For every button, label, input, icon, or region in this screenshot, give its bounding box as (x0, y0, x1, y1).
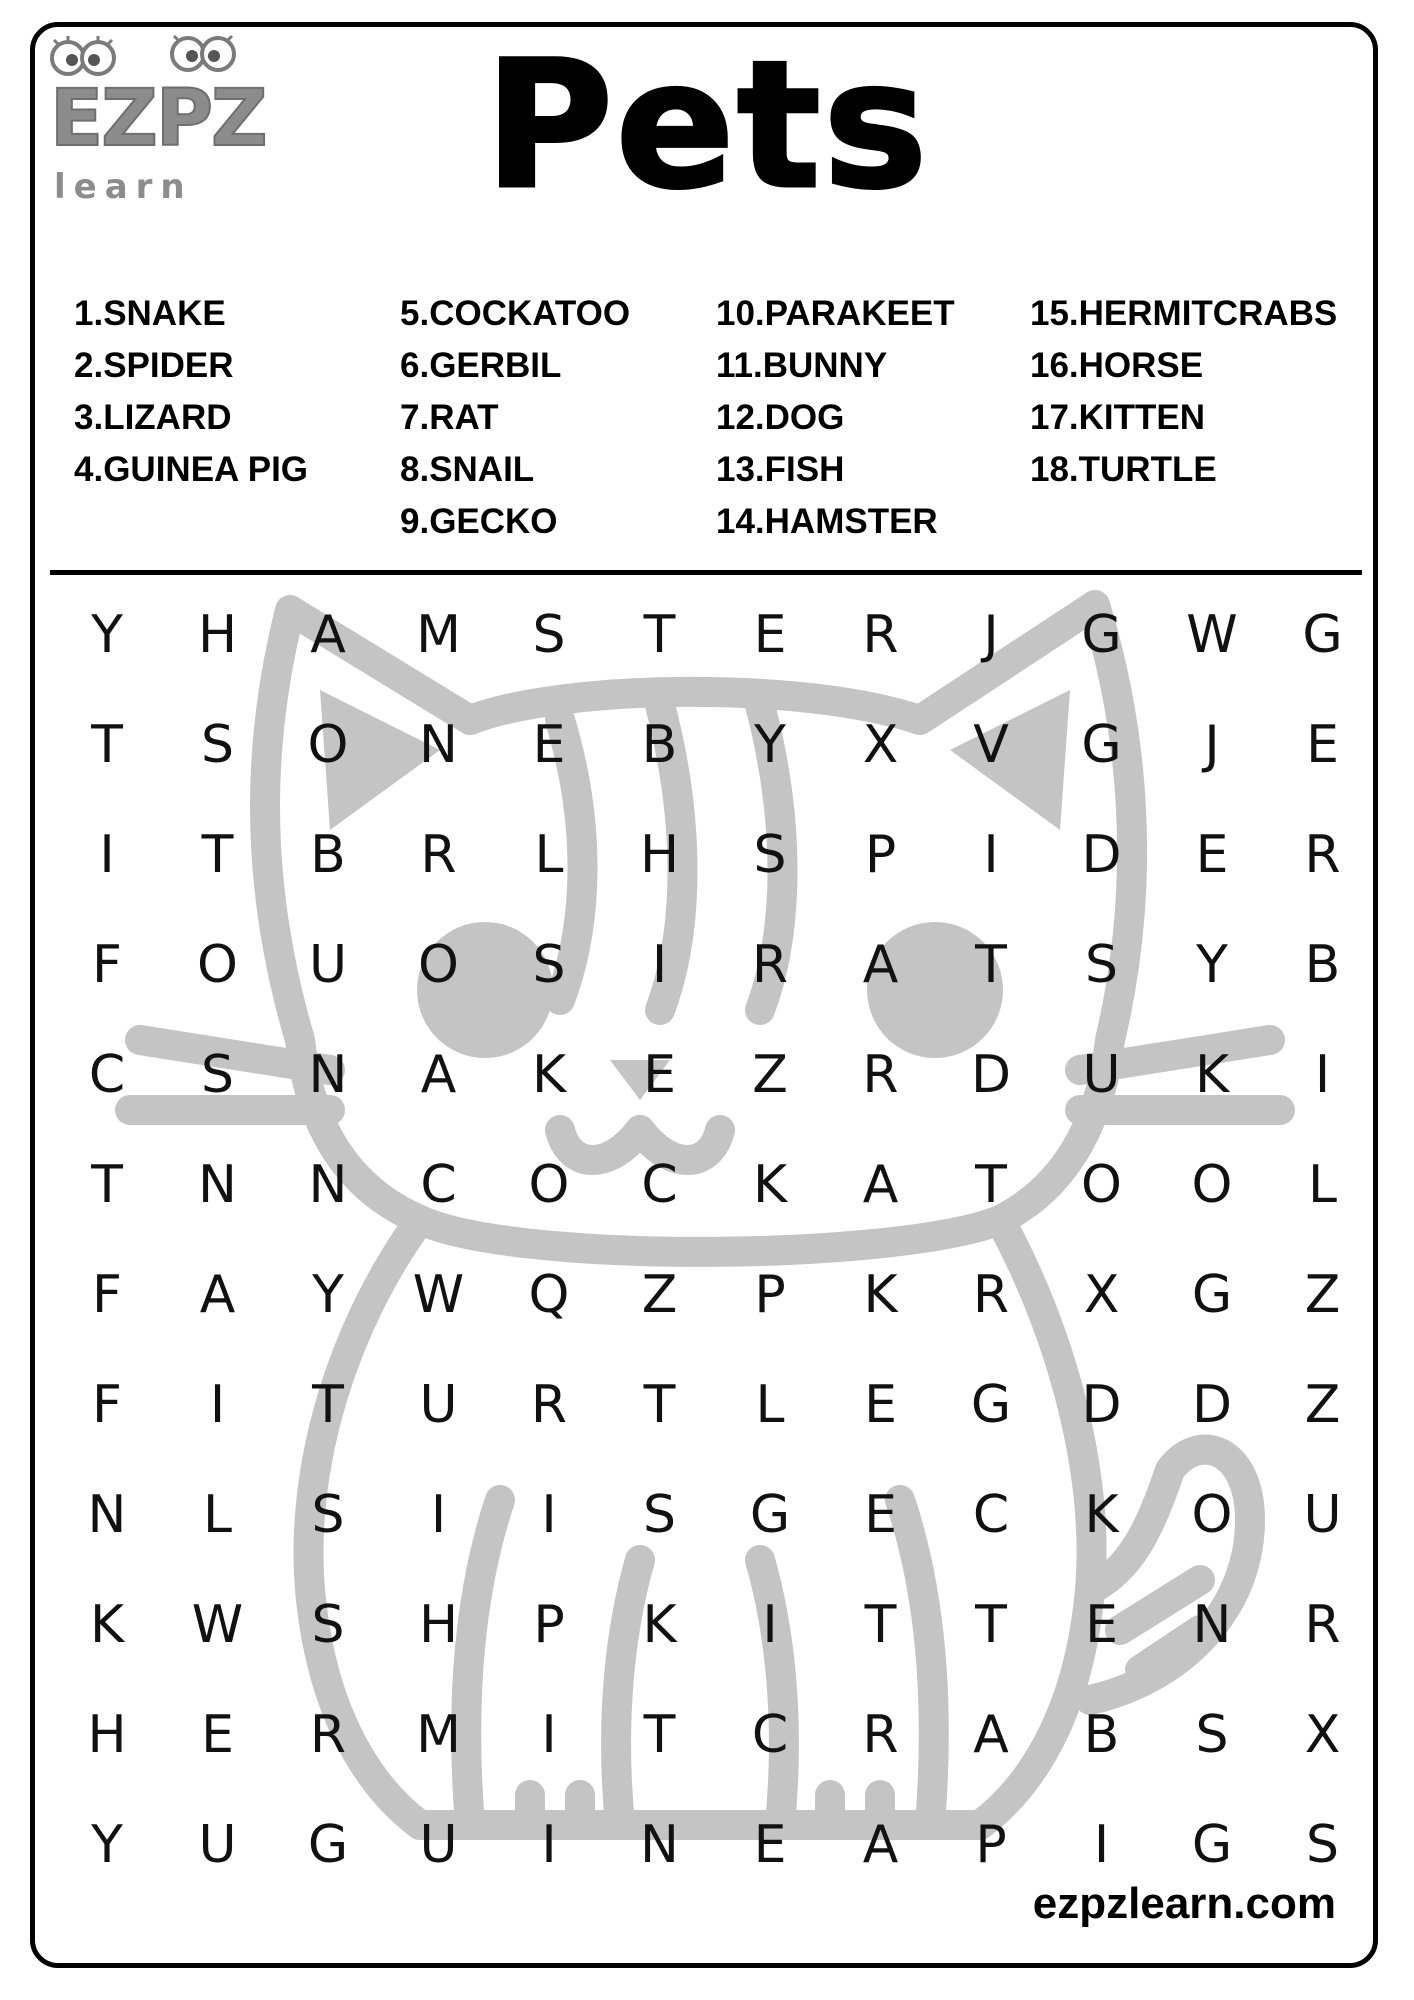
grid-cell: P (864, 825, 897, 885)
word-item: 12.DOG (716, 398, 845, 437)
grid-cell: H (418, 1595, 459, 1655)
grid-cell: I (541, 1485, 557, 1545)
grid-cell: F (92, 935, 122, 995)
logo-text: EZPZ (50, 74, 266, 164)
grid-row (52, 580, 1368, 690)
grid-cell: P (754, 1265, 786, 1325)
grid-cell: I (762, 1595, 778, 1655)
grid-cell: K (1194, 1045, 1230, 1105)
grid-cell: T (643, 605, 676, 665)
grid-cell: I (651, 935, 668, 995)
word-item: 18.TURTLE (1030, 450, 1217, 489)
grid-cell: E (201, 1705, 234, 1765)
grid-cell: R (1304, 825, 1341, 885)
grid-cell: S (532, 935, 566, 995)
grid-cell: D (970, 1045, 1012, 1105)
grid-cell: A (862, 935, 899, 995)
grid-cell: E (1306, 715, 1339, 775)
grid-cell: Y (1196, 935, 1228, 995)
grid-cell: U (419, 1815, 458, 1875)
grid-row (52, 1350, 1368, 1460)
grid-cell: W (191, 1595, 244, 1655)
grid-cell: I (1093, 1815, 1110, 1875)
grid-cell: S (200, 715, 234, 775)
word-item: 11.BUNNY (716, 346, 888, 385)
grid-cell: G (1081, 605, 1122, 665)
grid-cell: C (88, 1045, 126, 1105)
grid-cell: R (1304, 1595, 1341, 1655)
grid-cell: O (307, 715, 349, 775)
page-title: Pets (484, 23, 930, 228)
grid-cell: S (1305, 1815, 1339, 1875)
grid-cell: R (862, 605, 899, 665)
grid-cell: I (541, 1705, 557, 1765)
grid-cell: J (983, 605, 999, 665)
grid-cell: I (541, 1815, 557, 1875)
word-item: 1.SNAKE (74, 294, 226, 333)
grid-row (52, 910, 1368, 1020)
grid-cell: N (198, 1155, 237, 1215)
word-item: 17.KITTEN (1030, 398, 1206, 437)
grid-cell: T (975, 935, 1007, 995)
grid-cell: U (308, 935, 348, 995)
grid-cell: R (420, 825, 457, 885)
grid-cell: S (311, 1595, 345, 1655)
grid-cell: O (528, 1155, 570, 1215)
grid-cell: K (1084, 1485, 1119, 1545)
grid-cell: I (209, 1375, 226, 1435)
grid-cell: G (307, 1815, 349, 1875)
grid-cell: A (862, 1815, 899, 1875)
grid-cell: K (752, 1155, 788, 1215)
word-item: 3.LIZARD (74, 398, 232, 437)
grid-cell: K (531, 1045, 567, 1105)
grid-cell: C (972, 1485, 1010, 1545)
grid-cell: I (1314, 1045, 1331, 1105)
grid-cell: T (201, 825, 234, 885)
grid-cell: G (1081, 715, 1122, 775)
grid-cell: Y (754, 715, 786, 775)
grid-cell: S (311, 1485, 345, 1545)
grid-cell: K (642, 1595, 677, 1655)
grid-cell: T (864, 1595, 897, 1655)
grid-cell: T (91, 1155, 123, 1215)
grid-cell: F (92, 1265, 122, 1325)
word-item: 13.FISH (716, 450, 845, 489)
grid-cell: G (970, 1375, 1012, 1435)
grid-cell: N (308, 1155, 348, 1215)
grid-cell: G (1191, 1265, 1233, 1325)
grid-cell: Q (528, 1265, 570, 1325)
grid-cell: B (641, 715, 678, 775)
grid-row (52, 1020, 1368, 1130)
grid-cell: E (1085, 1595, 1118, 1655)
grid-row (52, 1240, 1368, 1350)
grid-cell: W (412, 1265, 465, 1325)
grid-cell: W (1186, 605, 1238, 665)
grid-cell: T (643, 1705, 676, 1765)
grid-cell: B (1083, 1705, 1120, 1765)
grid-cell: N (1192, 1595, 1232, 1655)
grid-cell: X (1083, 1265, 1120, 1325)
grid-cell: M (416, 1705, 461, 1765)
grid-cell: B (310, 825, 346, 885)
grid-cell: G (1191, 1815, 1233, 1875)
word-item: 2.SPIDER (74, 346, 234, 385)
grid-cell: N (87, 1485, 127, 1545)
letter-grid (52, 580, 1368, 1900)
grid-cell: M (416, 605, 461, 665)
grid-cell: R (862, 1705, 899, 1765)
grid-row (52, 1680, 1368, 1790)
grid-cell: Z (641, 1265, 678, 1325)
word-item: 4.GUINEA PIG (74, 450, 309, 489)
grid-cell: E (532, 715, 566, 775)
grid-cell: E (753, 1815, 787, 1875)
grid-cell: U (419, 1375, 458, 1435)
grid-cell: O (1081, 1155, 1122, 1215)
grid-cell: J (1204, 715, 1220, 775)
grid-cell: E (753, 605, 787, 665)
word-list-column-3 (716, 288, 955, 548)
grid-cell: O (1191, 1485, 1233, 1545)
grid-cell: A (973, 1705, 1009, 1765)
word-item: 15.HERMITCRABS (1030, 294, 1338, 333)
grid-cell: E (864, 1485, 897, 1545)
grid-cell: D (1081, 1375, 1122, 1435)
grid-cell: R (530, 1375, 568, 1435)
grid-cell: I (430, 1485, 447, 1545)
grid-cell: K (89, 1595, 125, 1655)
word-item: 6.GERBIL (400, 346, 562, 385)
grid-cell: H (87, 1705, 127, 1765)
grid-cell: N (640, 1815, 679, 1875)
grid-cell: V (973, 715, 1009, 775)
grid-cell: T (312, 1375, 344, 1435)
grid-cell: T (91, 715, 123, 775)
website-label: ezpzlearn.com (1032, 1879, 1336, 1928)
grid-cell: H (197, 605, 238, 665)
grid-cell: D (1081, 825, 1122, 885)
grid-row (52, 1130, 1368, 1240)
grid-cell: R (309, 1705, 347, 1765)
grid-cell: X (862, 715, 899, 775)
grid-cell: L (203, 1485, 232, 1545)
grid-cell: S (753, 825, 787, 885)
grid-cell: U (1082, 1045, 1121, 1105)
grid-cell: A (199, 1265, 236, 1325)
word-list-column-1 (74, 288, 308, 496)
grid-cell: F (92, 1375, 122, 1435)
grid-cell: B (1304, 935, 1341, 995)
grid-cell: Y (91, 605, 123, 665)
grid-cell: Z (1304, 1265, 1341, 1325)
grid-cell: L (534, 825, 564, 885)
grid-cell: S (1084, 935, 1118, 995)
logo-subtext: learn (54, 167, 193, 207)
grid-cell: Y (91, 1815, 123, 1875)
grid-cell: L (1308, 1155, 1337, 1215)
grid-cell: R (751, 935, 789, 995)
grid-cell: S (200, 1045, 234, 1105)
word-item: 8.SNAIL (400, 450, 535, 489)
grid-cell: A (862, 1155, 899, 1215)
word-list-column-2 (400, 288, 630, 548)
word-item: 5.COCKATOO (400, 294, 631, 333)
grid-cell: T (975, 1595, 1007, 1655)
grid-cell: G (749, 1485, 791, 1545)
grid-cell: O (418, 935, 459, 995)
grid-cell: C (420, 1155, 457, 1215)
grid-cell: I (983, 825, 999, 885)
word-item: 7.RAT (400, 398, 499, 437)
grid-cell: O (1191, 1155, 1233, 1215)
grid-cell: D (1191, 1375, 1233, 1435)
grid-row (52, 690, 1368, 800)
grid-cell: P (975, 1815, 1007, 1875)
grid-cell: I (99, 825, 115, 885)
grid-cell: R (972, 1265, 1010, 1325)
grid-cell: A (420, 1045, 457, 1105)
grid-cell: C (641, 1155, 678, 1215)
grid-cell: U (198, 1815, 237, 1875)
grid-cell: E (643, 1045, 676, 1105)
grid-row (52, 1570, 1368, 1680)
grid-cell: P (533, 1595, 565, 1655)
grid-cell: Z (1304, 1375, 1341, 1435)
word-item: 9.GECKO (400, 502, 558, 541)
grid-row (52, 1460, 1368, 1570)
grid-cell: S (642, 1485, 676, 1545)
grid-cell: Y (312, 1265, 344, 1325)
grid-cell: O (197, 935, 238, 995)
grid-cell: S (1195, 1705, 1229, 1765)
grid-cell: G (1302, 605, 1343, 665)
grid-cell: H (639, 825, 680, 885)
section-divider (50, 570, 1362, 575)
grid-cell: E (1195, 825, 1229, 885)
grid-cell: X (1304, 1705, 1341, 1765)
grid-cell: N (308, 1045, 348, 1105)
word-list (74, 288, 1354, 548)
grid-cell: C (751, 1705, 789, 1765)
grid-cell: N (419, 715, 458, 775)
grid-cell: E (864, 1375, 897, 1435)
grid-cell: A (310, 605, 346, 665)
grid-cell: U (1303, 1485, 1342, 1545)
grid-cell: T (643, 1375, 676, 1435)
grid-cell: R (862, 1045, 899, 1105)
word-item: 10.PARAKEET (716, 294, 955, 333)
grid-cell: Z (752, 1045, 788, 1105)
grid-cell: K (863, 1265, 898, 1325)
grid-cell: L (755, 1375, 785, 1435)
grid-row (52, 800, 1368, 910)
grid-cell: T (975, 1155, 1007, 1215)
word-item: 14.HAMSTER (716, 502, 938, 541)
word-list-column-4 (1030, 288, 1337, 496)
grid-cell: S (532, 605, 566, 665)
word-item: 16.HORSE (1030, 346, 1204, 385)
